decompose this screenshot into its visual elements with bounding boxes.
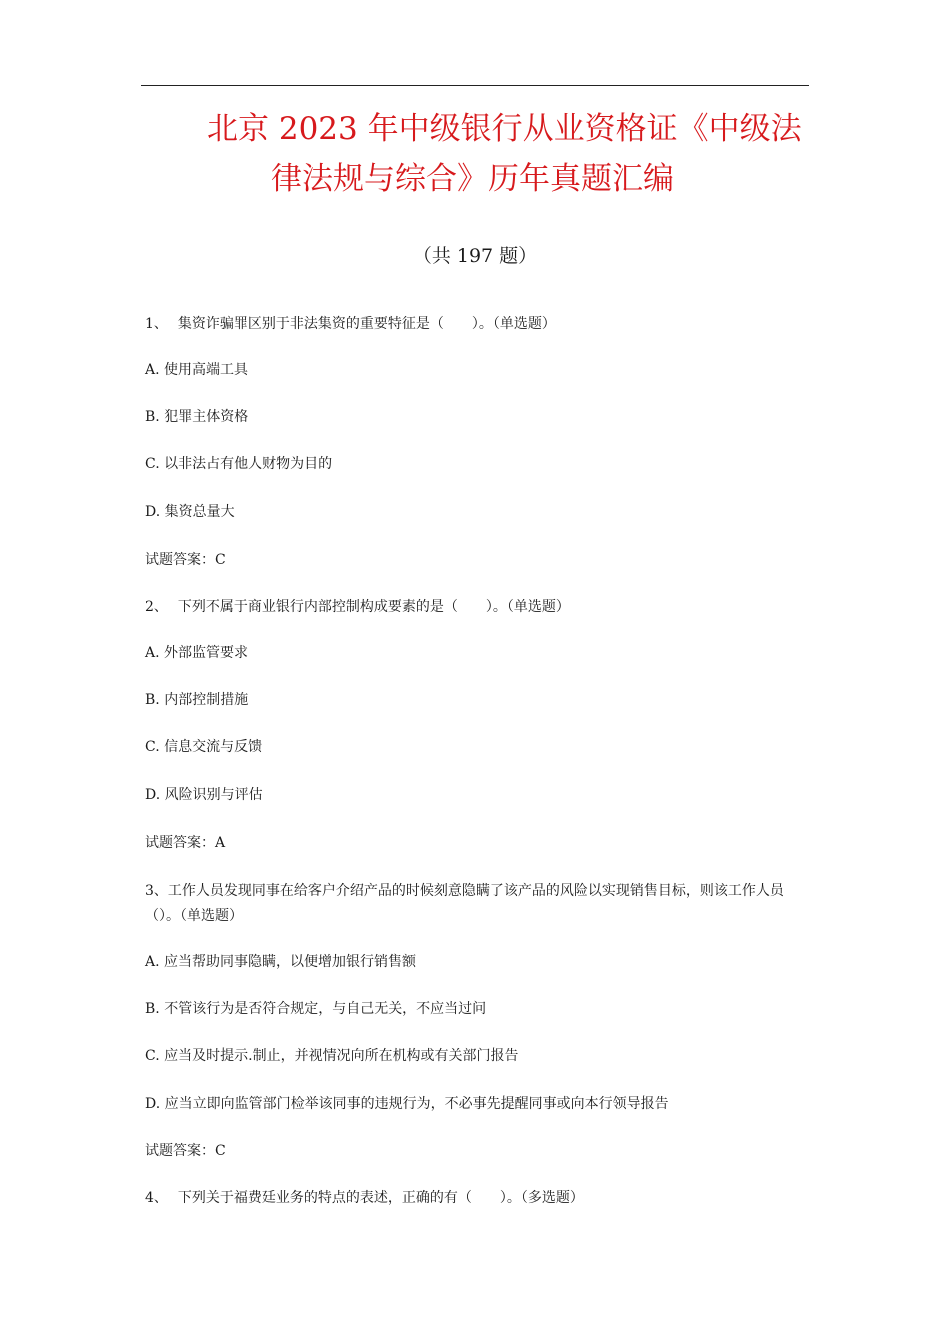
question-2 — [145, 595, 815, 619]
option-a: A. 应当帮助同事隐瞒，以便增加银行销售额 — [145, 954, 417, 970]
question-number: 1、 — [145, 316, 168, 332]
option-d: D. 集资总量大 — [145, 504, 235, 520]
document-title-line-2: 律法规与综合》历年真题汇编 — [271, 161, 674, 197]
question-3 — [145, 879, 813, 929]
option-c: C. 应当及时提示.制止，并视情况向所在机构或有关部门报告 — [145, 1048, 519, 1064]
option-b: B. 犯罪主体资格 — [145, 409, 249, 425]
answer: 试题答案：A — [145, 835, 226, 851]
option-a: A. 使用高端工具 — [145, 362, 249, 378]
option-d: D. 风险识别与评估 — [145, 787, 263, 803]
option-c: C. 信息交流与反馈 — [145, 739, 263, 755]
question-1 — [145, 312, 815, 336]
question-4 — [145, 1186, 815, 1210]
answer: 试题答案：C — [145, 1143, 226, 1159]
question-text: 集资诈骗罪区别于非法集资的重要特征是（ ）。（单选题） — [177, 316, 556, 332]
document-title-line-1: 北京 2023 年中级银行从业资格证《中级法 — [207, 111, 802, 147]
option-b: B. 不管该行为是否符合规定，与自己无关，不应当过问 — [145, 1001, 487, 1017]
question-number: 3、 — [145, 883, 168, 899]
option-c: C. 以非法占有他人财物为目的 — [145, 456, 333, 472]
option-b: B. 内部控制措施 — [145, 692, 249, 708]
top-rule — [141, 85, 809, 86]
question-text: 下列不属于商业银行内部控制构成要素的是（ ）。（单选题） — [177, 599, 570, 615]
question-number: 2、 — [145, 599, 168, 615]
question-text: 工作人员发现同事在给客户介绍产品的时候刻意隐瞒了该产品的风险以实现销售目标，则该工作人员（）。（单选题） — [145, 883, 784, 924]
question-number: 4、 — [145, 1190, 168, 1206]
question-count: （共 197 题） — [412, 245, 538, 267]
option-a: A. 外部监管要求 — [145, 645, 249, 661]
option-d: D. 应当立即向监管部门检举该同事的违规行为，不必事先提醒同事或向本行领导报告 — [145, 1096, 669, 1112]
answer: 试题答案：C — [145, 552, 226, 568]
question-text: 下列关于福费廷业务的特点的表述，正确的有（ ）。（多选题） — [177, 1190, 584, 1206]
